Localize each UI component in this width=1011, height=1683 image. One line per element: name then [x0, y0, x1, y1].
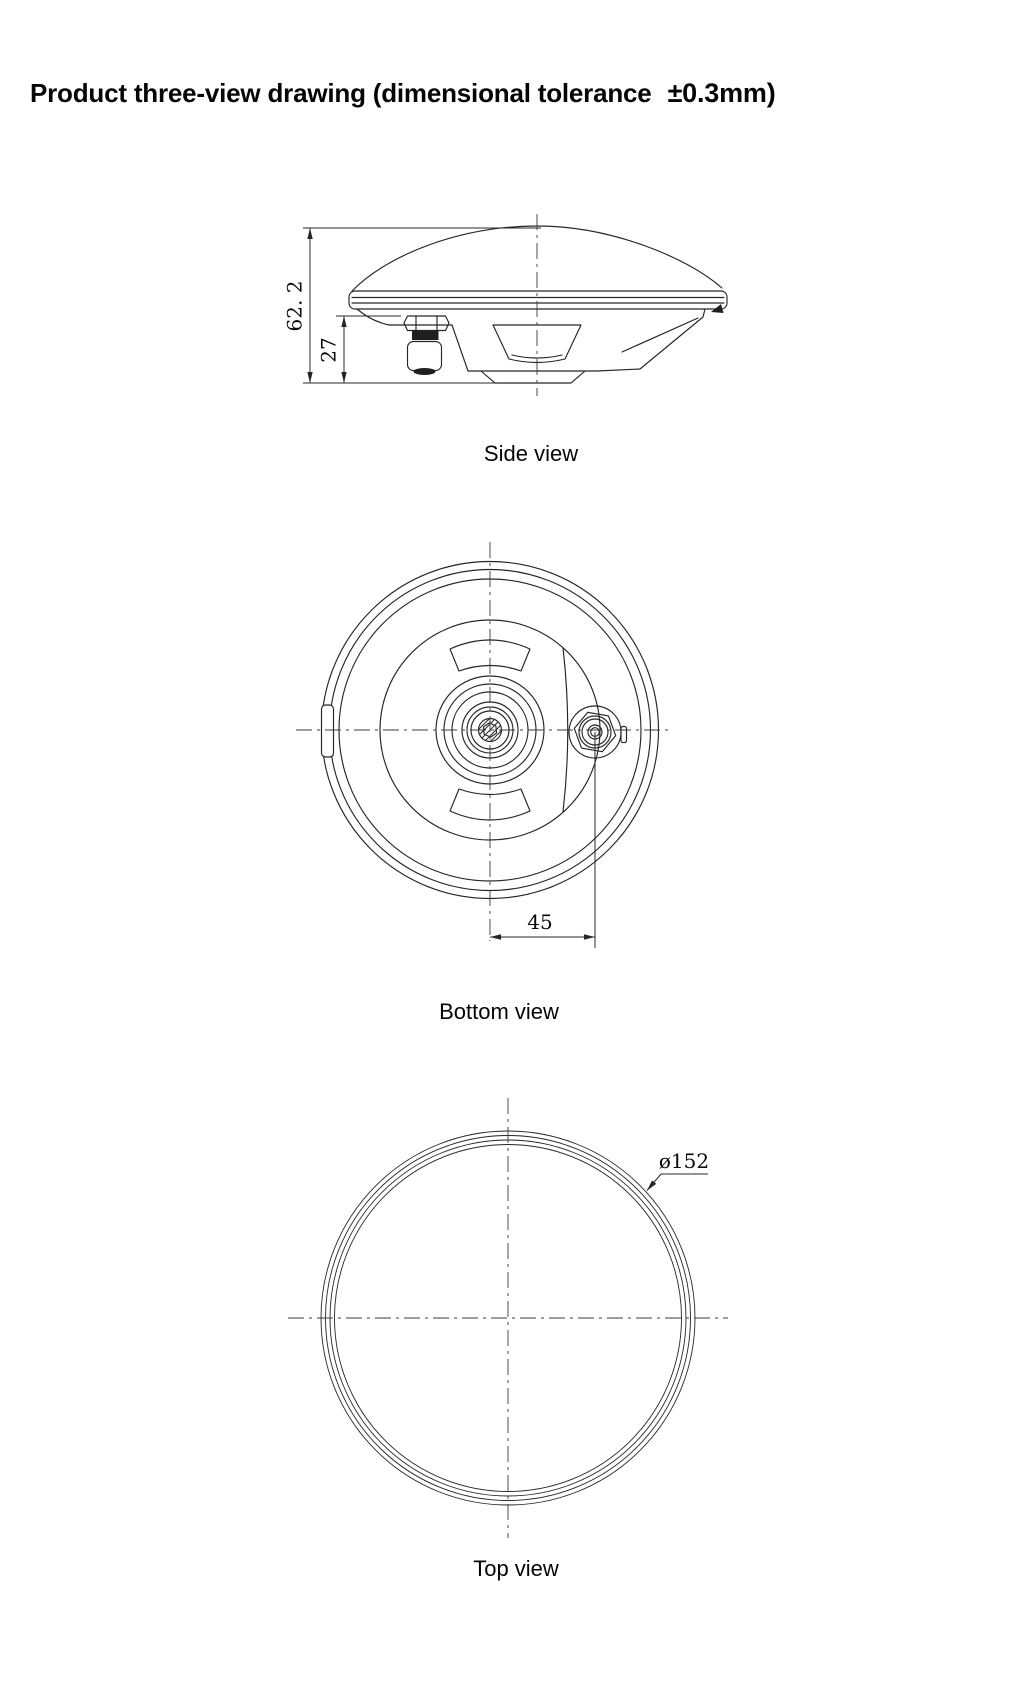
side-view-drawing [250, 175, 750, 455]
dim-connector-offset: 45 [527, 910, 553, 934]
page-title-main: Product three-view drawing (dimensional tolerance [30, 78, 652, 108]
bottom-view-drawing [275, 485, 715, 965]
top-view-label: Top view [473, 1556, 559, 1581]
top-view-diameter-leader [647, 1174, 708, 1191]
page-title [30, 78, 776, 109]
side-view-label: Side view [483, 441, 579, 466]
dim-connector-height: 27 [316, 337, 341, 363]
bottom-view-label: Bottom view [439, 999, 559, 1024]
side-view-lower-housing [357, 309, 705, 383]
page-title-tolerance: ±0.3mm) [667, 78, 776, 108]
top-view-drawing [268, 1078, 743, 1558]
dim-outer-diameter: ø152 [658, 1149, 710, 1173]
side-view-flange [349, 291, 727, 313]
dim-total-height: 62. 2 [282, 280, 307, 332]
